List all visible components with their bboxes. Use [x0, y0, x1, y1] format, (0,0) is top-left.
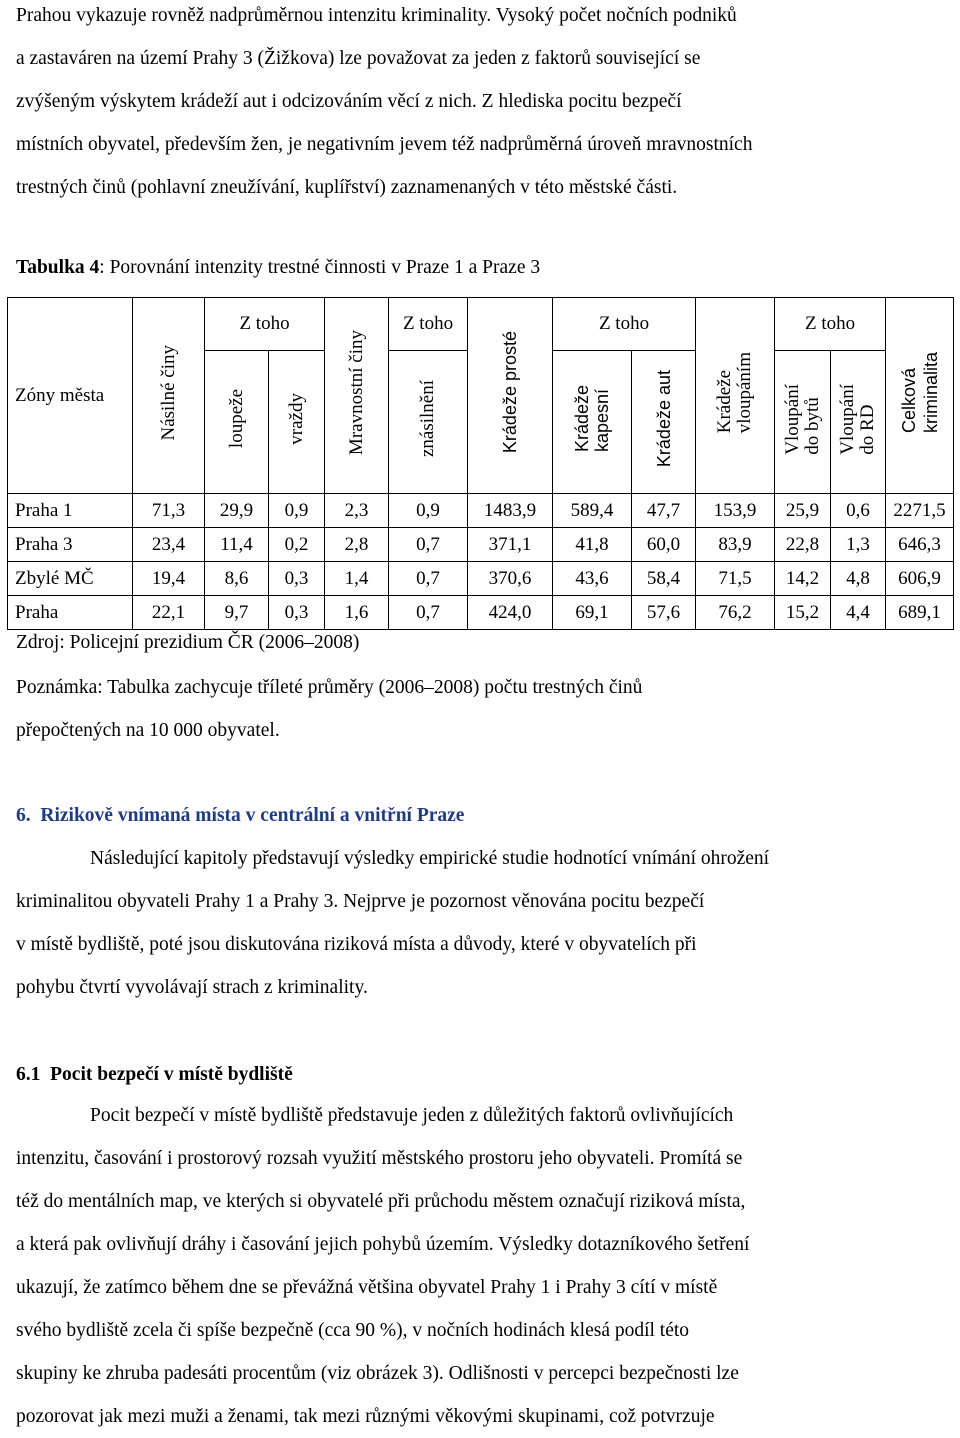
value-cell: 370,6	[468, 562, 553, 596]
group-header: Z toho	[205, 298, 325, 351]
text-line: zvýšeným výskytem krádeží aut i odcizováním věcí z nich. Z hlediska pocitu bezpečí	[16, 91, 682, 112]
text-line: intenzitu, časování i prostorový rozsah využití městského prostoru jeho obyvateli. Promítá se	[16, 1148, 743, 1169]
header-znasilneni: znásilnění	[389, 351, 468, 494]
header-kradeze-proste: Krádeže prosté	[468, 298, 553, 494]
value-cell: 25,9	[775, 494, 831, 528]
table-body	[8, 494, 954, 630]
table-row	[8, 562, 954, 596]
value-cell: 424,0	[468, 596, 553, 630]
value-cell: 4,4	[831, 596, 886, 630]
table-caption	[16, 253, 540, 283]
section-number: 6.1	[16, 1064, 41, 1085]
table-note	[16, 666, 956, 752]
header-celkova-kriminalita: Celková kriminalita	[886, 298, 954, 494]
value-cell: 14,2	[775, 562, 831, 596]
value-cell: 15,2	[775, 596, 831, 630]
text-line: ukazují, že zatímco během dne se převážná většina obyvatel Prahy 1 i Prahy 3 cítí v místě	[16, 1277, 718, 1298]
header-kradeze-aut: Krádeže aut	[632, 351, 696, 494]
value-cell: 2,3	[325, 494, 389, 528]
text-line: přepočtených na 10 000 obyvatel.	[16, 720, 280, 741]
value-cell: 76,2	[696, 596, 775, 630]
zone-cell: Zbylé MČ	[8, 562, 133, 596]
value-cell: 22,1	[133, 596, 205, 630]
value-cell: 0,2	[269, 528, 325, 562]
text-line: svého bydliště zcela či spíše bezpečně (cca 90 %), v nočních hodinách klesá podíl této	[16, 1320, 690, 1341]
value-cell: 0,6	[831, 494, 886, 528]
value-cell: 0,7	[389, 562, 468, 596]
section-6-1-paragraph	[16, 1094, 956, 1438]
value-cell: 371,1	[468, 528, 553, 562]
value-cell: 689,1	[886, 596, 954, 630]
value-cell: 646,3	[886, 528, 954, 562]
value-cell: 2,8	[325, 528, 389, 562]
value-cell: 58,4	[632, 562, 696, 596]
header-vrazdy: vraždy	[269, 351, 325, 494]
text-line: Prahou vykazuje rovněž nadprůměrnou intenzitu kriminality. Vysoký počet nočních podniků	[16, 5, 737, 26]
text-line: Následující kapitoly představují výsledky empirické studie hodnotící vnímání ohrožení	[90, 848, 770, 869]
value-cell: 0,3	[269, 562, 325, 596]
text-line: Poznámka: Tabulka zachycuje tříleté průměry (2006–2008) počtu trestných činů	[16, 677, 643, 698]
value-cell: 22,8	[775, 528, 831, 562]
intro-paragraph	[16, 0, 956, 209]
value-cell: 1,3	[831, 528, 886, 562]
header-loupeze: loupeže	[205, 351, 269, 494]
table-caption-text: : Porovnání intenzity trestné činnosti v Praze 1 a Praze 3	[99, 257, 541, 278]
value-cell: 43,6	[553, 562, 632, 596]
table-caption-label: Tabulka 4	[16, 257, 100, 278]
text-line: trestných činů (pohlavní zneužívání, kuplířství) zaznamenaných v této městské části.	[16, 177, 678, 198]
table-row	[8, 596, 954, 630]
value-cell: 2271,5	[886, 494, 954, 528]
value-cell: 83,9	[696, 528, 775, 562]
text-line: pohybu čtvrtí vyvolávají strach z kriminality.	[16, 977, 368, 998]
value-cell: 0,7	[389, 528, 468, 562]
value-cell: 0,7	[389, 596, 468, 630]
value-cell: 60,0	[632, 528, 696, 562]
value-cell: 589,4	[553, 494, 632, 528]
text-line: kriminalitou obyvateli Prahy 1 a Prahy 3. Nejprve je pozornost věnována pocitu bezpečí	[16, 891, 705, 912]
table-row	[8, 528, 954, 562]
text-line: skupiny ke zhruba padesáti procentům (viz obrázek 3). Odlišnosti v percepci bezpečnosti lze	[16, 1363, 739, 1384]
group-header: Z toho	[775, 298, 886, 351]
text-line: pozorovat jak mezi muži a ženami, tak mezi různými věkovými skupinami, což potvrzuje	[16, 1406, 715, 1427]
group-header: Z toho	[389, 298, 468, 351]
value-cell: 153,9	[696, 494, 775, 528]
value-cell: 0,9	[389, 494, 468, 528]
zone-header: Zóny města	[8, 298, 133, 494]
value-cell: 19,4	[133, 562, 205, 596]
value-cell: 1,4	[325, 562, 389, 596]
value-cell: 4,8	[831, 562, 886, 596]
header-vloupani-rd: Vloupání do RD	[831, 351, 886, 494]
text-line: v místě bydliště, poté jsou diskutována riziková místa a důvody, které v obyvatelích při	[16, 934, 697, 955]
value-cell: 57,6	[632, 596, 696, 630]
section-title: Rizikově vnímaná místa v centrální a vnitřní Praze	[40, 805, 465, 826]
value-cell: 9,7	[205, 596, 269, 630]
value-cell: 71,5	[696, 562, 775, 596]
section-6-heading	[16, 801, 464, 831]
value-cell: 41,8	[553, 528, 632, 562]
value-cell: 23,4	[133, 528, 205, 562]
text-line: a která pak ovlivňují dráhy i časování jejich pohybů územím. Výsledky dotazníkového šetření	[16, 1234, 750, 1255]
crime-comparison-table	[7, 297, 954, 630]
value-cell: 606,9	[886, 562, 954, 596]
header-kradeze-vloupanim: Krádeže vloupáním	[696, 298, 775, 494]
value-cell: 29,9	[205, 494, 269, 528]
value-cell: 1,6	[325, 596, 389, 630]
zone-cell: Praha 3	[8, 528, 133, 562]
section-title: Pocit bezpečí v místě bydliště	[50, 1064, 293, 1085]
zone-cell: Praha 1	[8, 494, 133, 528]
table-row	[8, 494, 954, 528]
section-number: 6.	[16, 805, 31, 826]
header-mravnostni-ciny: Mravnostní činy	[325, 298, 389, 494]
value-cell: 1483,9	[468, 494, 553, 528]
value-cell: 0,3	[269, 596, 325, 630]
section-6-paragraph	[16, 837, 956, 1009]
text-line: a zastaváren na území Prahy 3 (Žižkova) lze považovat za jeden z faktorů související se	[16, 48, 701, 69]
text-line: též do mentálních map, ve kterých si obyvatelé při průchodu městem označují riziková místa,	[16, 1191, 746, 1212]
value-cell: 8,6	[205, 562, 269, 596]
section-6-1-heading	[16, 1060, 293, 1090]
zone-cell: Praha	[8, 596, 133, 630]
value-cell: 11,4	[205, 528, 269, 562]
text-line: Pocit bezpečí v místě bydliště představuje jeden z důležitých faktorů ovlivňujících	[90, 1105, 734, 1126]
value-cell: 0,9	[269, 494, 325, 528]
text-line: místních obyvatel, především žen, je negativním jevem též nadprůměrná úroveň mravnostních	[16, 134, 753, 155]
value-cell: 71,3	[133, 494, 205, 528]
header-nasilne-ciny: Násilné činy	[133, 298, 205, 494]
value-cell: 47,7	[632, 494, 696, 528]
header-kradeze-kapesni: Krádeže kapesní	[553, 351, 632, 494]
table-source: Zdroj: Policejní prezidium ČR (2006–2008)	[16, 632, 360, 653]
value-cell: 69,1	[553, 596, 632, 630]
group-header: Z toho	[553, 298, 696, 351]
header-vloupani-byty: Vloupání do bytů	[775, 351, 831, 494]
